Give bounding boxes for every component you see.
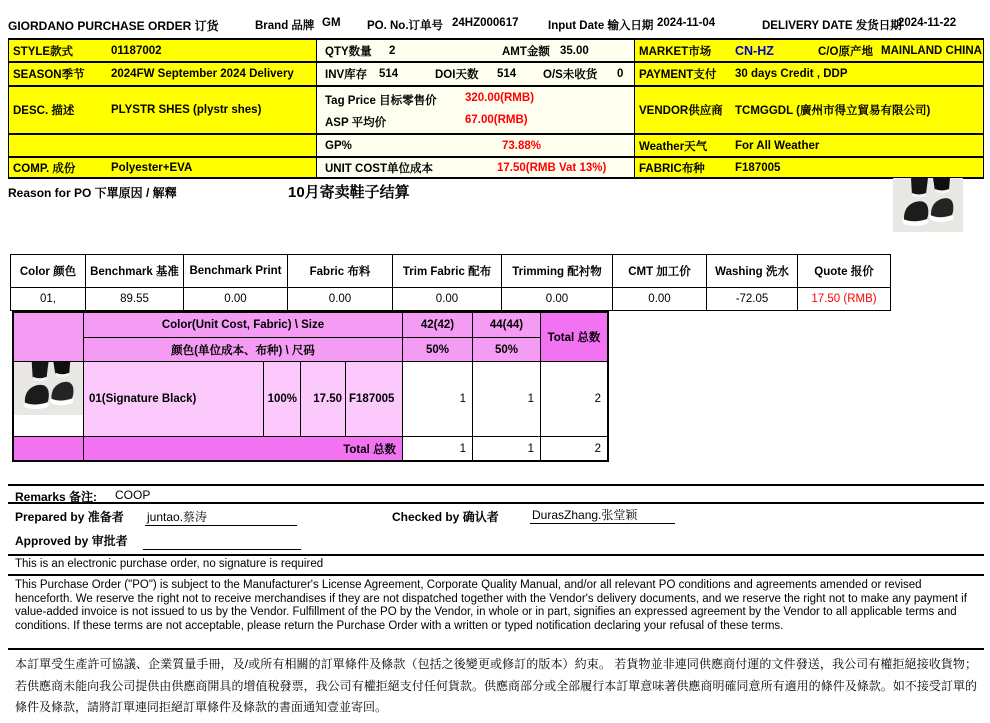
size-42-header: 42(42) xyxy=(403,313,473,338)
shoe-thumbnail-icon xyxy=(14,362,83,415)
quote-trimming-value: 0.00 xyxy=(502,288,613,311)
info-row-comp xyxy=(8,158,984,179)
approved-by-label: Approved by 审批者 xyxy=(15,534,128,548)
colorway-fabric-code: F187005 xyxy=(346,362,403,437)
approved-signature-line xyxy=(143,549,301,550)
quote-col-trimming: Trimming 配衬物 xyxy=(502,255,613,288)
outstanding-label: O/S未收货 xyxy=(543,69,598,81)
info-row-season xyxy=(8,63,984,87)
payment-value: 30 days Credit , DDP xyxy=(735,68,848,80)
quote-col-trim-fabric: Trim Fabric 配布 xyxy=(393,255,502,288)
quote-col-benchmark-print: Benchmark Print xyxy=(184,255,288,288)
divider-above-terms xyxy=(8,574,984,576)
delivery-date-label: DELIVERY DATE 发货日期 xyxy=(762,20,902,32)
qty-size-42: 1 xyxy=(403,362,473,437)
unit-cost-value: 17.50(RMB Vat 13%) xyxy=(497,161,607,174)
inventory-value: 514 xyxy=(379,68,399,80)
quote-col-quote: Quote 报价 xyxy=(798,255,891,288)
total-qty-all: 2 xyxy=(541,437,607,460)
vendor-value: TCMGGDL (廣州市得立貿易有限公司) xyxy=(735,105,931,117)
tag-price-label: Tag Price 目标零售价 xyxy=(325,95,437,107)
vendor-label: VENDOR供应商 xyxy=(639,105,723,117)
colorway-photo-cell xyxy=(14,362,84,437)
total-column-header: Total 总数 xyxy=(541,313,607,362)
quote-col-fabric: Fabric 布料 xyxy=(288,255,393,288)
quote-price-value: 17.50 (RMB) xyxy=(798,288,891,311)
po-number-value: 24HZ000617 xyxy=(452,17,519,29)
remarks-value: COOP xyxy=(115,488,151,502)
quote-washing-value: -72.05 xyxy=(707,288,798,311)
total-row-photo-cell xyxy=(14,437,84,460)
quote-benchmark-print-value: 0.00 xyxy=(184,288,288,311)
quote-table-data-row xyxy=(11,288,891,311)
quote-table-header-row xyxy=(11,255,891,288)
style-value: 01187002 xyxy=(111,44,162,57)
brand-label: Brand 品牌 xyxy=(255,20,315,32)
divider-above-remarks xyxy=(8,484,984,486)
quote-trim-fabric-value: 0.00 xyxy=(393,288,502,311)
remarks-label: Remarks 备注: xyxy=(15,490,98,504)
colorway-percent: 100% xyxy=(264,362,301,437)
input-date-value: 2024-11-04 xyxy=(657,17,716,29)
quote-col-color: Color 颜色 xyxy=(11,255,86,288)
quote-table xyxy=(10,254,891,311)
info-row-desc xyxy=(8,87,984,135)
order-info-grid xyxy=(8,38,984,179)
prepared-by-label: Prepared by 准备者 xyxy=(15,510,124,524)
quote-color-value: 01, xyxy=(11,288,86,311)
size-44-header: 44(44) xyxy=(473,313,541,338)
amt-label: AMT金额 xyxy=(502,45,550,58)
doi-value: 514 xyxy=(497,68,517,80)
divider-below-remarks xyxy=(8,502,984,504)
quote-fabric-value: 0.00 xyxy=(288,288,393,311)
weather-value: For All Weather xyxy=(735,139,820,152)
brand-value: GM xyxy=(322,17,341,29)
gp-value: 73.88% xyxy=(502,139,542,152)
terms-chinese: 本訂單受生產許可協議、企業質量手冊，及/或所有相關的訂單條件及條款（包括之後變更或修訂的版本）約束。 若貨物並非連同供應商付運的文件發送，我公司有權拒絕接收貨物；若供應商未能向我公司提供由供應商開具的增值稅發票，我公司有權拒絕支付任何貨款。供應商部分或全部履行本訂單意味著供應商明確同意所有適用的條件及條款。如不接受訂單的條件及條款，請將訂單連同拒絕訂單條件及條款的書面通知壹並寄回。 xyxy=(15,657,977,714)
asp-value: 67.00(RMB) xyxy=(465,114,528,126)
gp-label: GP% xyxy=(325,139,352,152)
checked-by-value: DurasZhang.张堂颖 xyxy=(532,508,638,522)
info-row-style xyxy=(8,40,984,63)
weather-label: Weather天气 xyxy=(639,140,708,153)
fabric-value: F187005 xyxy=(735,161,781,174)
style-label: STYLE款式 xyxy=(13,45,74,58)
document-title: GIORDANO PURCHASE ORDER 订货 xyxy=(8,19,219,33)
asp-label: ASP 平均价 xyxy=(325,117,387,129)
qty-size-44: 1 xyxy=(473,362,541,437)
country-origin-value: MAINLAND CHINA xyxy=(881,44,982,57)
prepared-by-value: juntao.蔡涛 xyxy=(147,510,208,524)
total-row-label: Total 总数 xyxy=(84,437,403,460)
product-photo xyxy=(893,178,963,232)
market-value: CN-HZ xyxy=(735,43,774,58)
unit-cost-label: UNIT COST单位成本 xyxy=(325,162,433,175)
delivery-date-value: 2024-11-22 xyxy=(898,17,957,29)
terms-english: This Purchase Order ("PO") is subject to the Manufacturer's License Agreement, Corporate Quality Manual, and/or all relevant PO conditions and agreements amended or revised henceforth. We reserve the right not to receive merchandises if they are not dispatched together with the Vendor's delivery documents, and we reserve the right not to make any payment if value-added invoice is not issued to us by the Vendor. Fulfillment of the PO by the Vendor, in whole or in part, signifies an expressed agreement by the Vendor to all applicable terms and conditions. If these terms are not acceptable, please return the Purchase Order with a written or typed notification declaring your refusal of these terms. xyxy=(15,579,967,632)
prepared-signature-line xyxy=(145,525,297,526)
quote-cmt-value: 0.00 xyxy=(613,288,707,311)
outstanding-value: 0 xyxy=(617,68,624,80)
desc-label: DESC. 描述 xyxy=(13,105,75,117)
composition-value: Polyester+EVA xyxy=(111,161,193,174)
reason-label: Reason for PO 下單原因 / 解釋 xyxy=(8,186,177,200)
size-42-ratio: 50% xyxy=(403,338,473,362)
quote-col-washing: Washing 洗水 xyxy=(707,255,798,288)
inventory-label: INV库存 xyxy=(325,69,368,81)
input-date-label: Input Date 输入日期 xyxy=(548,20,654,32)
electronic-note: This is an electronic purchase order, no signature is required xyxy=(15,558,324,570)
quote-col-benchmark: Benchmark 基准 xyxy=(86,255,184,288)
po-number-label: PO. No.订单号 xyxy=(367,20,444,32)
quote-col-cmt: CMT 加工价 xyxy=(613,255,707,288)
payment-label: PAYMENT支付 xyxy=(639,69,717,81)
fabric-label: FABRIC布种 xyxy=(639,162,705,175)
checked-signature-line xyxy=(530,523,675,524)
reason-value: 10月寄卖鞋子结算 xyxy=(288,184,410,201)
divider-above-terms-chinese xyxy=(8,648,984,650)
tag-price-value: 320.00(RMB) xyxy=(465,92,535,104)
checked-by-label: Checked by 确认者 xyxy=(392,510,499,524)
divider-above-electronic-note xyxy=(8,554,984,556)
desc-value: PLYSTR SHES (plystr shes) xyxy=(111,104,262,116)
info-row-gp xyxy=(8,135,984,158)
country-origin-label: C/O原产地 xyxy=(818,45,873,58)
shoe-image-icon xyxy=(893,178,963,232)
doi-label: DOI天数 xyxy=(435,69,479,81)
season-value: 2024FW September 2024 Delivery xyxy=(111,68,294,80)
market-label: MARKET市场 xyxy=(639,45,712,58)
size-table-header-zh: 颜色(单位成本、布种) \ 尺码 xyxy=(84,338,403,362)
size-table-header-en: Color(Unit Cost, Fabric) \ Size xyxy=(84,313,403,338)
amt-value: 35.00 xyxy=(560,44,589,57)
season-label: SEASON季节 xyxy=(13,69,85,81)
total-qty-size-44: 1 xyxy=(473,437,541,460)
size-44-ratio: 50% xyxy=(473,338,541,362)
size-table-corner-cell xyxy=(14,313,84,362)
colorway-name: 01(Signature Black) xyxy=(84,362,264,437)
colorway-unit-cost: 17.50 xyxy=(301,362,346,437)
qty-row-total: 2 xyxy=(541,362,607,437)
total-qty-size-42: 1 xyxy=(403,437,473,460)
qty-value: 2 xyxy=(389,44,396,57)
size-breakdown-table xyxy=(12,311,609,462)
composition-label: COMP. 成份 xyxy=(13,162,76,175)
quote-benchmark-value: 89.55 xyxy=(86,288,184,311)
qty-label: QTY数量 xyxy=(325,45,372,58)
